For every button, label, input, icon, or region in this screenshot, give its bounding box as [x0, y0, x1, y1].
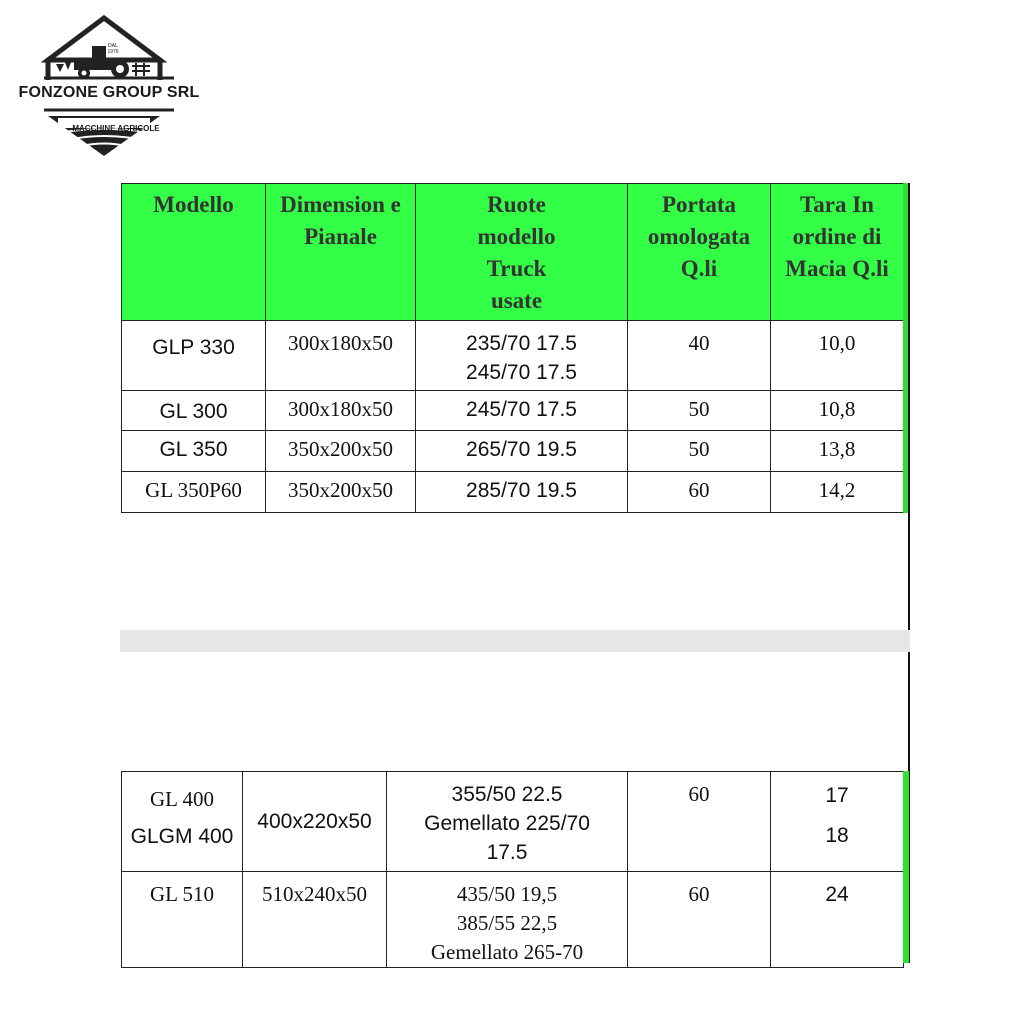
table-row: [122, 472, 904, 513]
cell-portata: 50: [628, 431, 771, 472]
specs-table-bottom: [121, 771, 904, 968]
company-logo: [14, 14, 200, 160]
cell-portata: 60: [628, 472, 771, 513]
header-modello: Modello: [122, 184, 266, 321]
cell-portata: 40: [628, 321, 771, 391]
cell-dimensione: 350x200x50: [266, 472, 416, 513]
table-row: [122, 321, 904, 391]
cell-ruote: 285/70 19.5: [416, 472, 628, 513]
table-row: [122, 391, 904, 431]
cell-tara: 14,2: [771, 472, 904, 513]
cell-dimensione: 350x200x50: [266, 431, 416, 472]
specs-table-top: [121, 183, 904, 513]
cell-modello: GL 300: [122, 391, 266, 431]
table-row: [122, 431, 904, 472]
table-row: [122, 872, 904, 968]
cell-dimensione: 300x180x50: [266, 391, 416, 431]
cell-dimensione: 510x240x50: [243, 872, 387, 968]
cell-portata: 50: [628, 391, 771, 431]
header-tara: Tara In ordine di Macia Q.li: [771, 184, 904, 321]
cell-dimensione: 400x220x50: [243, 772, 387, 872]
cell-tara: 17 18: [771, 772, 904, 872]
cell-dimensione: 300x180x50: [266, 321, 416, 391]
table-header-row: [122, 184, 904, 321]
cell-portata: 60: [628, 772, 771, 872]
company-name: FONZONE GROUP SRL: [18, 84, 200, 101]
header-ruote: Ruote modello Truck usate: [416, 184, 628, 321]
cell-tara: 10,8: [771, 391, 904, 431]
cell-tara: 24: [771, 872, 904, 968]
cell-ruote: 265/70 19.5: [416, 431, 628, 472]
header-portata: Portata omologata Q.li: [628, 184, 771, 321]
header-dimensione: Dimension e Pianale: [266, 184, 416, 321]
cell-ruote: 355/50 22.5 Gemellato 225/70 17.5: [387, 772, 628, 872]
company-tagline: MACCHINE AGRICOLE: [72, 124, 160, 133]
cell-ruote: 435/50 19,5 385/55 22,5 Gemellato 265-70: [387, 872, 628, 968]
logo-since: DAL 1976: [107, 43, 119, 55]
cell-modello: GL 350P60: [122, 472, 266, 513]
cell-modello: GLP 330: [122, 321, 266, 391]
cell-ruote: 245/70 17.5: [416, 391, 628, 431]
cell-tara: 10,0: [771, 321, 904, 391]
cell-tara: 13,8: [771, 431, 904, 472]
cell-ruote: 235/70 17.5 245/70 17.5: [416, 321, 628, 391]
cell-modello: GL 510: [122, 872, 243, 968]
page-break-band: [120, 630, 910, 652]
cell-modello: GL 400 GLGM 400: [122, 772, 243, 872]
table-row: [122, 772, 904, 872]
cell-portata: 60: [628, 872, 771, 968]
cell-modello: GL 350: [122, 431, 266, 472]
table-green-edge: [903, 771, 909, 963]
